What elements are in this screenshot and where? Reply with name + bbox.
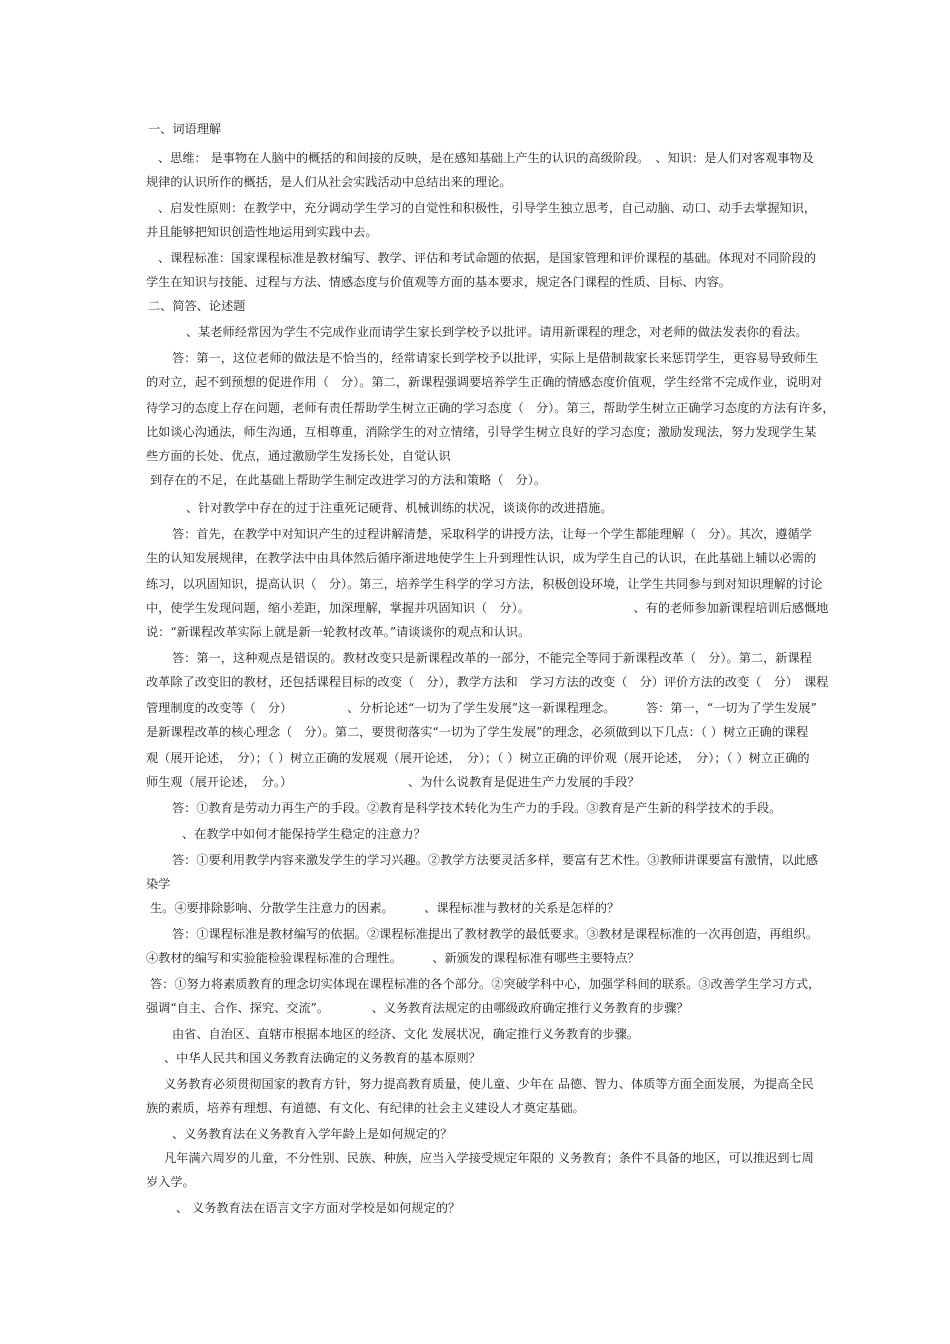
section-title: 二、简答、论述题: [148, 299, 246, 313]
question-line: 、在教学中如何才能保持学生稳定的注意力？: [182, 827, 426, 841]
answer-line: 强调“自主、合作、探究、交流”。 、义务教育法规定的由哪级政府确定推行义务教育的步骤？: [146, 1001, 689, 1015]
answer-line: 是新课程改革的核心理念（ 分）。第二，要贯彻落实“一切为了学生发展”的理念，必须做到以下几点：（ ）树立正确的课程: [146, 725, 809, 739]
answer-line: 由省、自治区、直辖市根据本地区的经济、文化 发展状况，确定推行义务教育的步骤。: [172, 1027, 639, 1041]
answer-line: ④教材的编写和实验能检验课程标准的合理性。 、新颁发的课程标准有哪些主要特点？: [146, 951, 640, 965]
section-title: 一、词语理解: [148, 122, 222, 136]
answer-line: 答：①课程标准是教材编写的依据。②课程标准提出了教材教学的最低要求。③教材是课程标准的一次再创造，再组织。: [172, 927, 818, 941]
answer-line: 师生观（展开论述， 分。） 、为什么说教育是促进生产力发展的手段？: [146, 775, 640, 789]
answer-line: 练习，以巩固知识，提高认识（ 分）。第三，培养学生科学的学习方法，积极创设环境，让学生共同参与到对知识理解的讨论: [146, 577, 823, 591]
answer-line: 染学: [146, 877, 171, 891]
answer-line: 答：①教育是劳动力再生产的手段。②教育是科学技术转化为生产力的手段。③教育是产生新的科学技术的手段。: [172, 801, 782, 815]
paragraph-line: 并且能够把知识创造性地运用到实践中去。: [146, 225, 378, 239]
answer-line: 的对立，起不到预想的促进作用（ 分）。第二，新课程强调要培养学生正确的情感态度价值观，学生经常不完成作业，说明对: [146, 375, 823, 389]
answer-line: 生的认知发展规律，在教学法中由具体然后循序渐进地使学生上升到理性认识，成为学生自己的认识，在此基础上辅以必需的: [146, 551, 817, 565]
answer-line: 答：①努力将素质教育的理念切实体现在课程标准的各个部分。②突破学科中心，加强学科间的联系。③改善学生学习方式，: [150, 977, 821, 991]
answer-line: 凡年满六周岁的儿童，不分性别、民族、种族，应当入学接受规定年限的 义务教育；条件不具备的地区，可以推迟到七周: [164, 1151, 814, 1165]
paragraph-line: 学生在知识与技能、过程与方法、情感态度与价值观等方面的基本要求，规定各门课程的性质、目标、内容。: [146, 275, 731, 289]
paragraph-line: 、课程标准：国家课程标准是教材编写、教学、评估和考试命题的依据，是国家管理和评价课程的基础。体现对不同阶段的: [158, 251, 817, 265]
question-line: 、中华人民共和国义务教育法确定的义务教育的基本原则？: [164, 1051, 481, 1065]
answer-line: 比如谈心沟通法，师生沟通，互相尊重，消除学生的对立情绪，引导学生树立良好的学习态度；激励发现法，努力发现学生某: [146, 425, 817, 439]
answer-line: 说：“新课程改革实际上就是新一轮教材改革。”请谈谈你的观点和认识。: [146, 625, 531, 639]
question-line: 、 义务教育法在语言文字方面对学校是如何规定的？: [176, 1201, 461, 1215]
answer-line: 答：①要利用教学内容来激发学生的学习兴趣。②教学方法要灵活多样，要富有艺术性。③教师讲课要富有激情，以此感: [172, 853, 818, 867]
answer-line: 到存在的不足，在此基础上帮助学生制定改进学习的方法和策略（ 分）。: [150, 473, 547, 487]
answer-line: 答：首先，在教学中对知识产生的过程讲解清楚，采取科学的讲授方法，让每一个学生都能理解（ 分）。其次，遵循学: [172, 527, 812, 541]
answer-line: 义务教育必须贯彻国家的教育方针，努力提高教育质量，使儿童、少年在 品德、智力、体质等方面全面发展，为提高全民: [164, 1077, 814, 1091]
answer-line: 些方面的长处、优点，通过激励学生发扬长处，自觉认识: [146, 449, 451, 463]
paragraph-line: 、启发性原则：在教学中，充分调动学生学习的自觉性和积极性，引导学生独立思考，自己动脑、动口、动手去掌握知识，: [158, 201, 817, 215]
question-line: 、某老师经常因为学生不完成作业而请学生家长到学校予以批评。请用新课程的理念，对老师的做法发表你的看法。: [186, 325, 808, 339]
answer-line: 答：第一，这位老师的做法是不恰当的，经常请家长到学校予以批评，实际上是借制裁家长来惩罚学生，更容易导致师生: [172, 351, 818, 365]
answer-line: 答：第一，这种观点是错误的。教材改变只是新课程改革的一部分，不能完全等同于新课程改革（ 分）。第二，新课程: [172, 651, 812, 665]
answer-line: 族的素质，培养有理想、有道德、有文化、有纪律的社会主义建设人才奠定基础。: [146, 1101, 585, 1115]
question-line: 、义务教育法在义务教育入学年龄上是如何规定的？: [172, 1127, 453, 1141]
answer-line: 生。④要排除影响、分散学生注意力的因素。 、课程标准与教材的关系是怎样的？: [150, 901, 620, 915]
answer-line: 管理制度的改变等（ 分） 、分析论述“一切为了学生发展”这一新课程理念。 答：第一，“一切为了学生发展”: [146, 701, 817, 715]
paragraph-line: 规律的认识所作的概括，是人们从社会实践活动中总结出来的理论。: [146, 175, 512, 189]
question-line: 、针对教学中存在的过于注重死记硬背、机械训练的状况，谈谈你的改进措施。: [186, 501, 613, 515]
answer-line: 岁入学。: [146, 1175, 195, 1189]
answer-line: 观（展开论述， 分）；（ ）树立正确的发展观（展开论述， 分）；（ ）树立正确的评价观（展开论述， 分）；（ ）树立正确的: [146, 751, 810, 765]
answer-line: 中，使学生发现问题，缩小差距，加深理解，掌握并巩固知识（ 分）。 、有的老师参加新课程培训后感慨地: [146, 601, 829, 615]
answer-line: 待学习的态度上存在问题，老师有责任帮助学生树立正确的学习态度（ 分）。第三，帮助学生树立正确学习态度的方法有许多，: [146, 401, 835, 415]
answer-line: 改革除了改变旧的教材，还包括课程目标的改变（ 分），教学方法和 学习方法的改变（ 分）评价方法的改变（ 分） 课程: [146, 675, 829, 689]
paragraph-line: 、思维： 是事物在人脑中的概括的和间接的反映，是在感知基础上产生的认识的高级阶段。 、知识：是人们对客观事物及: [158, 151, 814, 165]
